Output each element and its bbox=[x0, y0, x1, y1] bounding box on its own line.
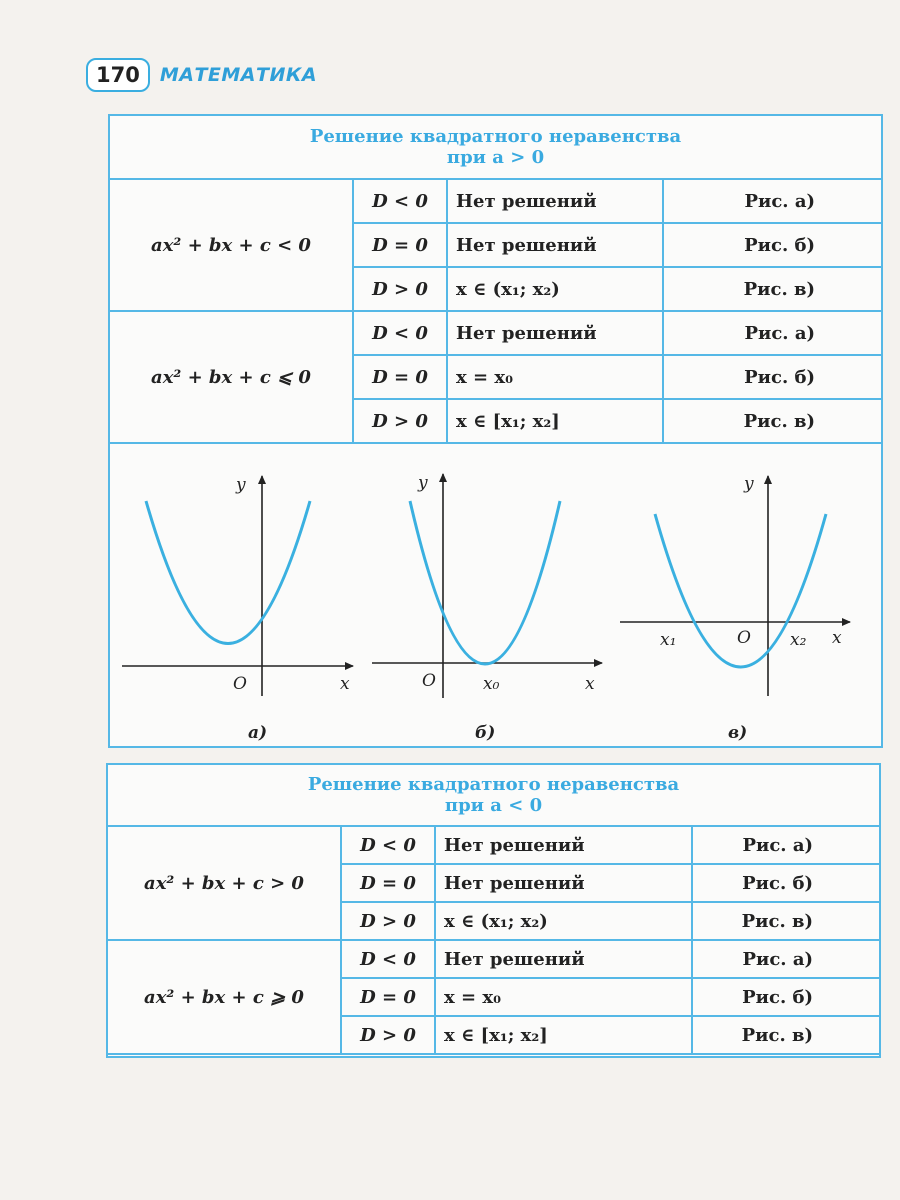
y-label: y bbox=[236, 475, 246, 495]
table-row bbox=[110, 311, 881, 355]
figure-ref-cell: Рис. в) bbox=[663, 267, 881, 311]
answer-cell: Нет решений bbox=[435, 864, 692, 902]
graph-a bbox=[122, 475, 353, 743]
discriminant-cell: D > 0 bbox=[353, 267, 447, 311]
figure-ref-cell: Рис. б) bbox=[692, 978, 879, 1016]
x-label: x bbox=[832, 628, 842, 648]
figure-ref-cell: Рис. в) bbox=[663, 399, 881, 443]
table-row bbox=[108, 826, 879, 864]
origin-label: O bbox=[422, 671, 436, 691]
discriminant-cell: D < 0 bbox=[353, 311, 447, 355]
origin-label: O bbox=[737, 628, 751, 648]
table-a-positive bbox=[110, 116, 881, 444]
parabola-curve bbox=[410, 501, 560, 664]
figure-ref-cell: Рис. а) bbox=[663, 179, 881, 223]
graph-b bbox=[372, 473, 602, 743]
inequality-cell: ax² + bx + c > 0 bbox=[108, 826, 341, 940]
discriminant-cell: D < 0 bbox=[353, 179, 447, 223]
y-label: y bbox=[744, 474, 754, 494]
discriminant-cell: D < 0 bbox=[341, 826, 435, 864]
figure-ref-cell: Рис. в) bbox=[692, 902, 879, 940]
x0-label: x₀ bbox=[483, 674, 500, 694]
inequality-cell: ax² + bx + c ⩾ 0 bbox=[108, 940, 341, 1054]
title-line-2: при a > 0 bbox=[446, 147, 545, 168]
page-number: 170 bbox=[86, 58, 150, 92]
figure-ref-cell: Рис. а) bbox=[692, 940, 879, 978]
page-header bbox=[86, 58, 317, 92]
title-line-1: Решение квадратного неравенства bbox=[309, 126, 682, 147]
y-label: y bbox=[418, 473, 428, 493]
figure-ref-cell: Рис. б) bbox=[663, 223, 881, 267]
discriminant-cell: D = 0 bbox=[341, 978, 435, 1016]
discriminant-cell: D = 0 bbox=[341, 864, 435, 902]
inequality-cell: ax² + bx + c ⩽ 0 bbox=[110, 311, 353, 443]
discriminant-cell: D > 0 bbox=[353, 399, 447, 443]
answer-cell: Нет решений bbox=[447, 311, 663, 355]
parabola-figures bbox=[110, 446, 881, 746]
discriminant-cell: D > 0 bbox=[341, 902, 435, 940]
answer-cell: x ∈ (x₁; x₂) bbox=[447, 267, 663, 311]
answer-cell: Нет решений bbox=[447, 223, 663, 267]
answer-cell: x ∈ [x₁; x₂] bbox=[447, 399, 663, 443]
answer-cell: x ∈ (x₁; x₂) bbox=[435, 902, 692, 940]
table-row bbox=[110, 179, 881, 223]
parabola-curve bbox=[146, 501, 310, 644]
title-line-1: Решение квадратного неравенства bbox=[307, 774, 680, 795]
graph-c bbox=[620, 474, 850, 743]
figure-ref-cell: Рис. в) bbox=[692, 1016, 879, 1054]
title-line-2: при a < 0 bbox=[444, 795, 543, 816]
origin-label: O bbox=[233, 674, 247, 694]
figure-ref-cell: Рис. б) bbox=[692, 864, 879, 902]
inequality-table-a-positive bbox=[108, 114, 883, 748]
discriminant-cell: D > 0 bbox=[341, 1016, 435, 1054]
figure-caption: а) bbox=[248, 723, 268, 743]
figure-caption: в) bbox=[728, 723, 748, 743]
table-title bbox=[108, 765, 879, 826]
discriminant-cell: D = 0 bbox=[353, 355, 447, 399]
answer-cell: x ∈ [x₁; x₂] bbox=[435, 1016, 692, 1054]
answer-cell: Нет решений bbox=[435, 940, 692, 978]
figure-ref-cell: Рис. а) bbox=[663, 311, 881, 355]
figure-ref-cell: Рис. а) bbox=[692, 826, 879, 864]
table-a-negative bbox=[108, 765, 879, 1055]
figure-ref-cell: Рис. б) bbox=[663, 355, 881, 399]
answer-cell: x = x₀ bbox=[447, 355, 663, 399]
figure-caption: б) bbox=[475, 723, 496, 743]
inequality-cell: ax² + bx + c < 0 bbox=[110, 179, 353, 311]
inequality-table-a-negative bbox=[106, 763, 881, 1058]
answer-cell: Нет решений bbox=[447, 179, 663, 223]
section-title: МАТЕМАТИКА bbox=[159, 64, 318, 86]
discriminant-cell: D = 0 bbox=[353, 223, 447, 267]
x1-label: x₁ bbox=[660, 630, 677, 650]
parabola-figures-svg bbox=[110, 446, 881, 746]
table-row bbox=[108, 940, 879, 978]
discriminant-cell: D < 0 bbox=[341, 940, 435, 978]
answer-cell: Нет решений bbox=[435, 826, 692, 864]
answer-cell: x = x₀ bbox=[435, 978, 692, 1016]
table-title bbox=[110, 116, 881, 179]
x-label: x bbox=[585, 674, 595, 694]
x2-label: x₂ bbox=[790, 630, 807, 650]
x-label: x bbox=[340, 674, 350, 694]
